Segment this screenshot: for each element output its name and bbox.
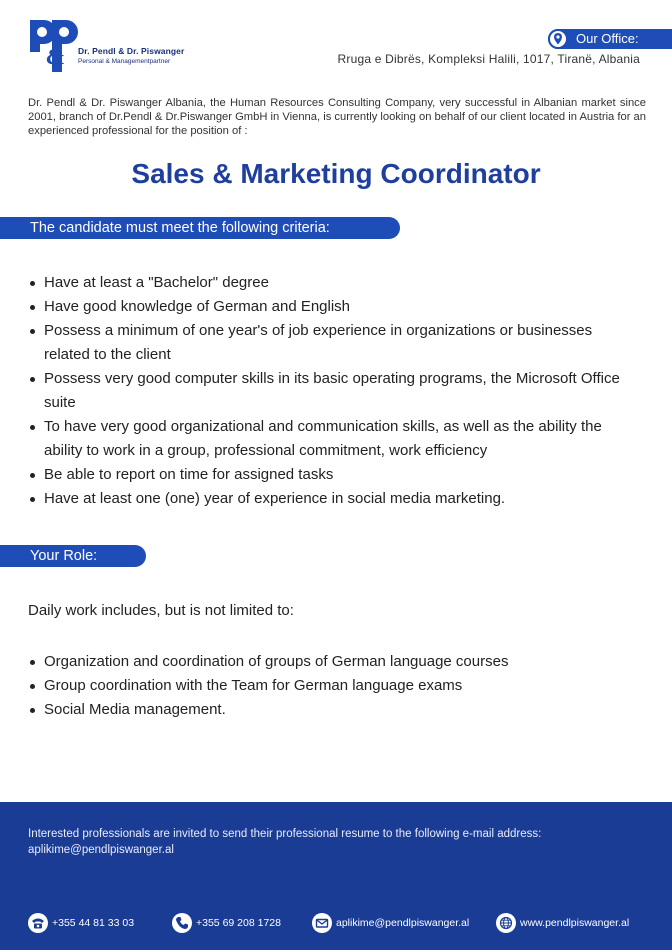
company-name: Dr. Pendl & Dr. Piswanger <box>78 46 185 56</box>
contact-email[interactable] <box>312 912 469 934</box>
contact-phone-landline[interactable] <box>28 912 134 934</box>
phone1-text: +355 44 81 33 03 <box>52 917 135 929</box>
telephone-icon <box>28 913 48 933</box>
office-address: Rruga e Dibrës, Kompleksi Halili, 1017, Tiranë, Albania <box>337 52 640 66</box>
list-item: Have good knowledge of German and English <box>28 295 628 319</box>
company-text <box>78 46 184 65</box>
list-item: Be able to report on time for assigned tasks <box>28 463 628 487</box>
location-pin-icon <box>548 29 568 49</box>
job-title: Sales & Marketing Coordinator <box>131 158 541 189</box>
criteria-heading: The candidate must meet the following criteria: <box>0 217 400 239</box>
envelope-icon <box>312 913 332 933</box>
list-item: Possess a minimum of one year's of job experience in organizations or businesses related to the client <box>28 319 628 367</box>
mobile-phone-icon <box>172 913 192 933</box>
email-text: aplikime@pendlpiswanger.al <box>336 917 470 929</box>
list-item: Have at least one (one) year of experience in social media marketing. <box>28 487 628 511</box>
phone2-text: +355 69 208 1728 <box>196 917 281 929</box>
role-list <box>28 650 628 722</box>
svg-text:&: & <box>46 45 65 69</box>
application-instructions: Interested professionals are invited to send their professional resume to the following e-mail address: aplikime@pendlpiswanger.al <box>28 828 542 856</box>
office-label: Our Office: <box>576 31 639 46</box>
role-heading: Your Role: <box>0 545 146 567</box>
list-item: Social Media management. <box>28 698 628 722</box>
intro-paragraph: Dr. Pendl & Dr. Piswanger Albania, the Human Resources Consulting Company, very successful in Albanian market since 2001, branch of Dr.Pendl & Dr.Piswanger GmbH in Vienna, is currently looking on behalf of our client located in Austria for an experienced professional for the position of : <box>28 97 646 137</box>
website-text: www.pendlpiswanger.al <box>520 917 630 929</box>
list-item: Have at least a "Bachelor" degree <box>28 271 628 295</box>
footer <box>0 802 672 950</box>
globe-icon <box>496 913 516 933</box>
list-item: Group coordination with the Team for German language exams <box>28 674 628 698</box>
contact-website[interactable] <box>496 912 629 934</box>
list-item: Possess very good computer skills in its basic operating programs, the Microsoft Office suite <box>28 367 628 415</box>
list-item: Organization and coordination of groups of German language courses <box>28 650 628 674</box>
role-lead: Daily work includes, but is not limited to: <box>28 602 294 619</box>
criteria-list <box>28 271 628 511</box>
list-item: To have very good organizational and communication skills, as well as the ability the ability to work in a group, professional commitment, work efficiency <box>28 415 628 463</box>
contact-phone-mobile[interactable] <box>172 912 281 934</box>
company-logo <box>28 18 198 76</box>
company-tagline: Personal & Managementpartner <box>78 58 171 65</box>
